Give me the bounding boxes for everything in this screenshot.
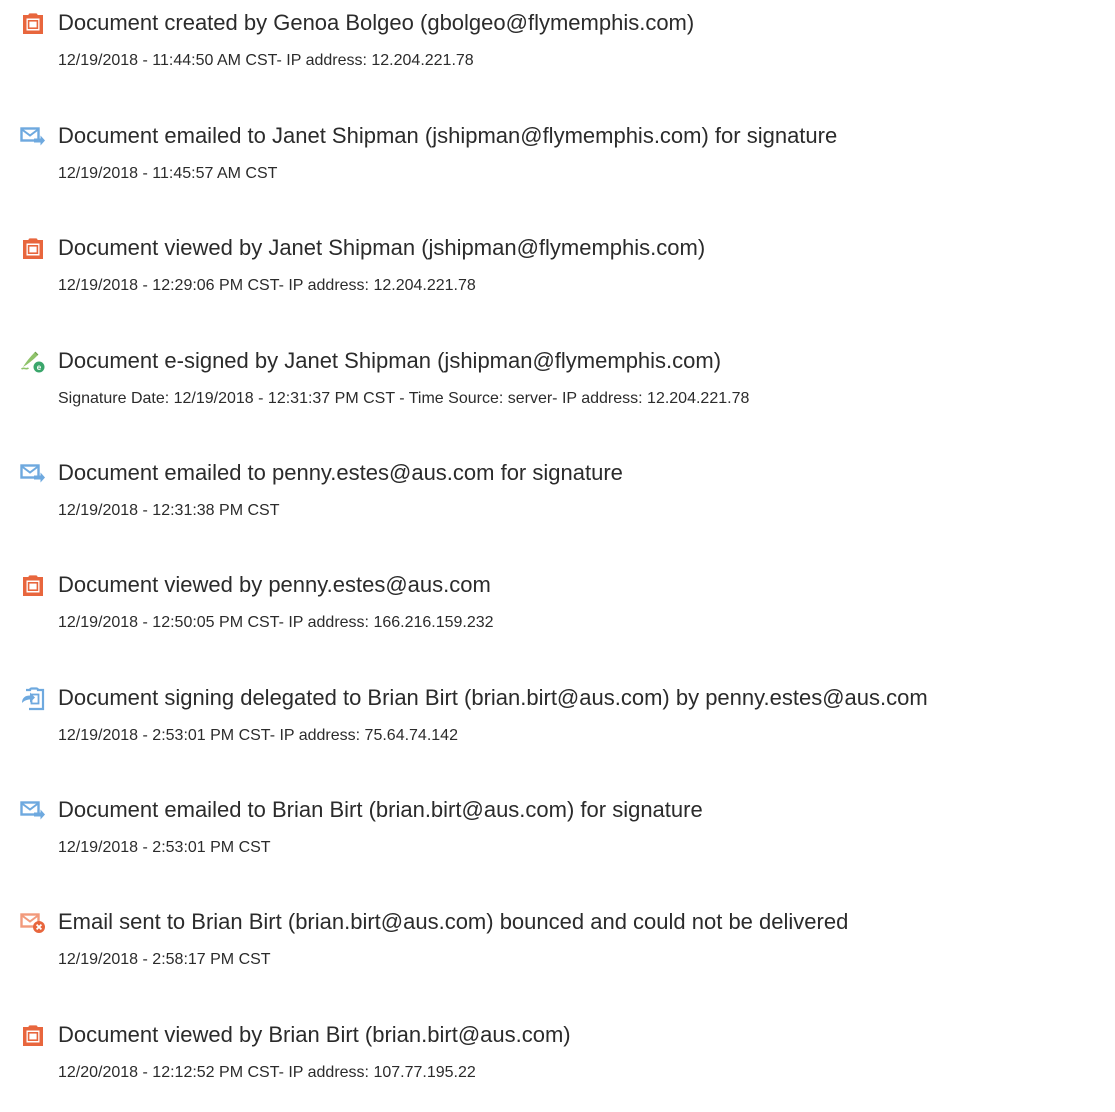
audit-event (0, 909, 1115, 999)
event-title: Document emailed to Brian Birt (brian.birt@aus.com) for signature (58, 797, 703, 822)
event-title: Document e-signed by Janet Shipman (jshipman@flymemphis.com) (58, 348, 722, 373)
event-title: Document signing delegated to Brian Birt (brian.birt@aus.com) by penny.estes@aus.com (58, 685, 928, 710)
svg-text:e: e (36, 363, 42, 372)
audit-event (0, 685, 1115, 775)
event-title: Document viewed by Brian Birt (brian.birt@aus.com) (58, 1022, 571, 1047)
event-title: Document created by Genoa Bolgeo (gbolgeo@flymemphis.com) (58, 10, 695, 35)
email-bounced-icon (20, 909, 46, 935)
audit-event (0, 572, 1115, 662)
audit-event (0, 797, 1115, 887)
e-sign-pen-icon (20, 348, 46, 374)
email-sent-icon (20, 460, 46, 486)
audit-event (0, 1022, 1115, 1112)
audit-event (0, 460, 1115, 550)
document-viewed-icon (20, 235, 46, 261)
event-detail: 12/19/2018 - 12:50:05 PM CST- IP address: 166.216.159.232 (58, 614, 494, 631)
audit-event (0, 10, 1115, 100)
document-viewed-icon (20, 572, 46, 598)
event-title: Document viewed by Janet Shipman (jshipman@flymemphis.com) (58, 235, 706, 260)
audit-event (0, 348, 1115, 438)
event-title: Document emailed to penny.estes@aus.com for signature (58, 460, 623, 485)
event-detail: 12/19/2018 - 2:53:01 PM CST- IP address: 75.64.74.142 (58, 727, 458, 744)
email-sent-icon (20, 123, 46, 149)
document-viewed-icon (20, 1022, 46, 1048)
event-title: Email sent to Brian Birt (brian.birt@aus.com) bounced and could not be delivered (58, 909, 849, 934)
audit-event (0, 123, 1115, 213)
event-title: Document viewed by penny.estes@aus.com (58, 572, 491, 597)
delegate-icon (20, 685, 46, 711)
event-detail: Signature Date: 12/19/2018 - 12:31:37 PM CST - Time Source: server- IP address: 12.204.221.78 (58, 390, 750, 407)
event-detail: 12/19/2018 - 2:53:01 PM CST (58, 839, 271, 856)
event-detail: 12/19/2018 - 11:45:57 AM CST (58, 165, 278, 182)
event-title: Document emailed to Janet Shipman (jshipman@flymemphis.com) for signature (58, 123, 838, 148)
event-detail: 12/19/2018 - 12:29:06 PM CST- IP address: 12.204.221.78 (58, 277, 476, 294)
email-sent-icon (20, 797, 46, 823)
event-detail: 12/19/2018 - 12:31:38 PM CST (58, 502, 280, 519)
event-detail: 12/20/2018 - 12:12:52 PM CST- IP address: 107.77.195.22 (58, 1064, 476, 1081)
event-detail: 12/19/2018 - 11:44:50 AM CST- IP address: 12.204.221.78 (58, 52, 474, 69)
document-created-icon (20, 10, 46, 36)
event-detail: 12/19/2018 - 2:58:17 PM CST (58, 951, 271, 968)
audit-event (0, 235, 1115, 325)
